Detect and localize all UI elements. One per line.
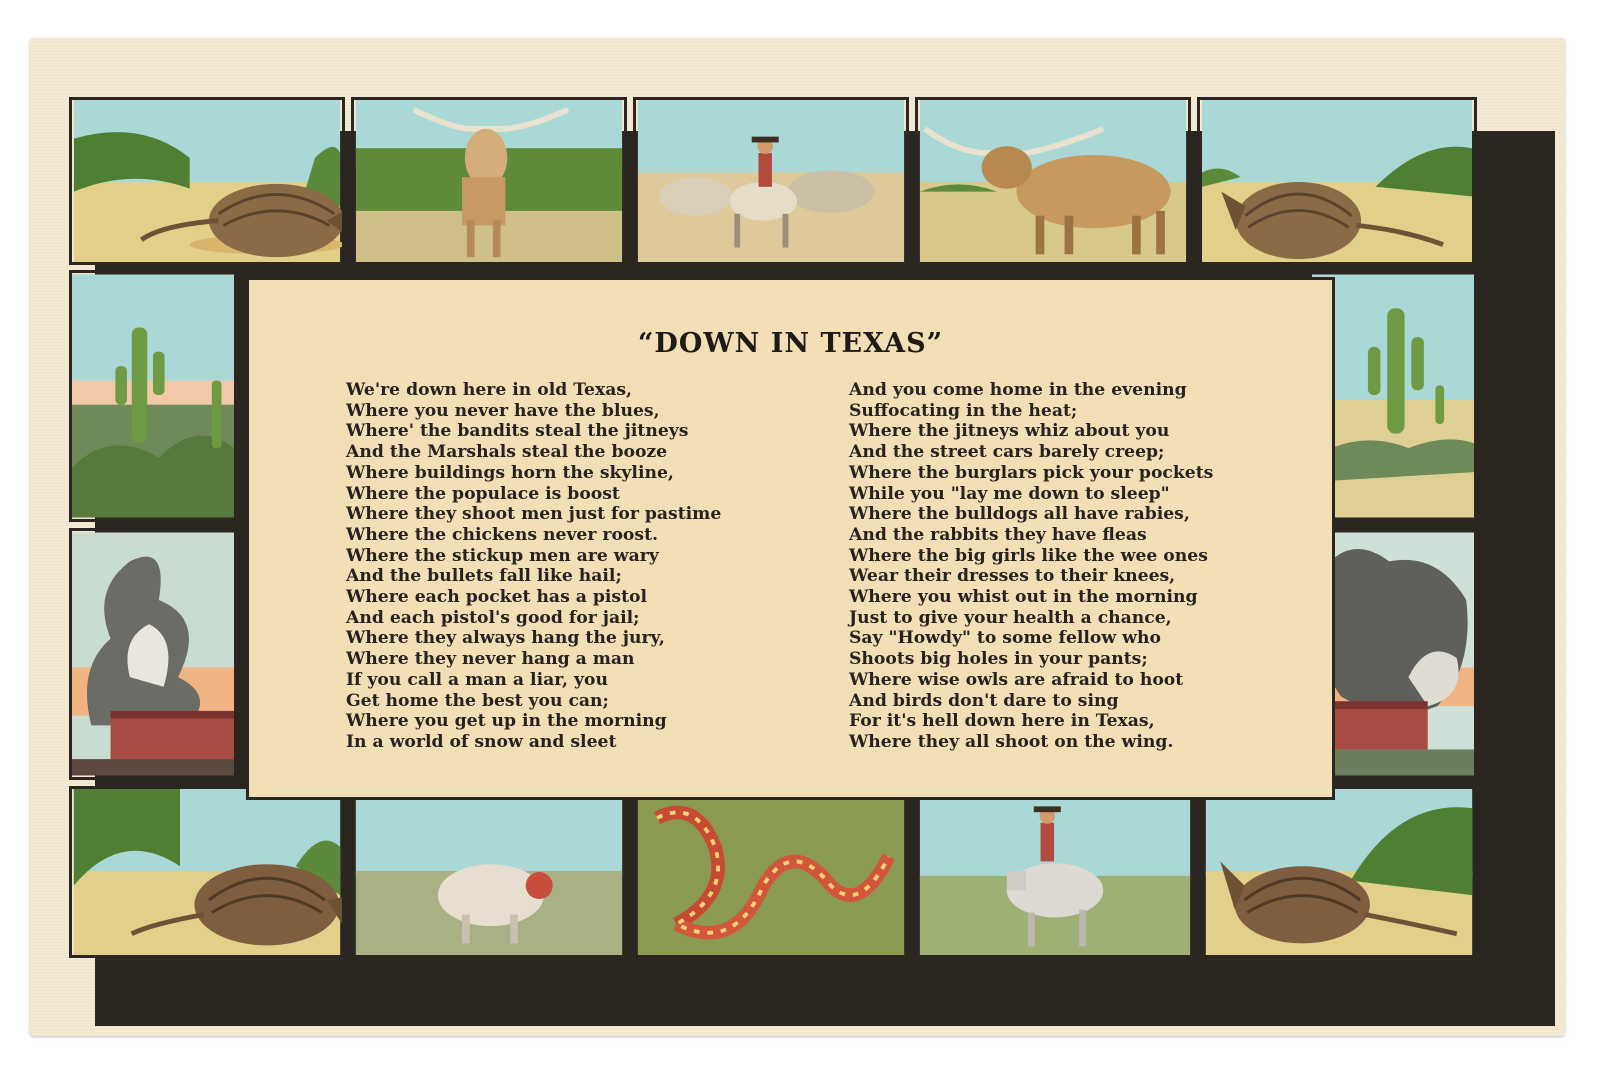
cowboy-herd-icon (636, 100, 906, 262)
vignette-bronco-rider (915, 786, 1195, 958)
poem-line: Where the burglars pick your pockets (849, 462, 1214, 483)
poem-line: Where wise owls are afraid to hoot (849, 669, 1184, 690)
poem-line: Where they all shoot on the wing. (849, 731, 1174, 752)
poem-line: Where they shoot men just for pastime (346, 504, 722, 525)
rattlesnake-icon (636, 789, 906, 955)
oil-fire-icon (1312, 531, 1474, 777)
longhorn-icon (918, 100, 1188, 262)
vignette-rattlesnake (633, 786, 909, 958)
catalog-number: 49389 (1438, 994, 1511, 1015)
poem-line: And each pistol's good for jail; (346, 607, 640, 628)
poem-line: Suffocating in the heat; (849, 400, 1078, 421)
poem-line: Where you whist out in the morning (849, 587, 1198, 608)
poem-line: And the Marshals steal the booze (346, 442, 668, 463)
vignette-cowboy-herd (633, 97, 909, 265)
poem-line: For it's hell down here in Texas, (849, 711, 1155, 732)
armadillo-icon (1200, 100, 1474, 262)
poem-column-right (849, 380, 1213, 753)
poem-line: And birds don't dare to sing (849, 690, 1119, 711)
poem-line: If you call a man a liar, you (346, 669, 608, 690)
poem-line: Where the chickens never roost. (346, 524, 658, 545)
vignette-armadillo (69, 97, 345, 265)
poem-line: We're down here in old Texas, (346, 380, 633, 400)
armadillo-icon (72, 789, 342, 955)
poem-line: Where' the bandits steal the jitneys (346, 421, 689, 442)
poem-line: Get home the best you can; (346, 690, 609, 711)
poem-line: Where the jitneys whiz about you (849, 421, 1170, 442)
poem-line: Where the big girls like the wee ones (849, 545, 1208, 566)
poem-line: Shoots big holes in your pants; (849, 649, 1148, 670)
poem-line: Where each pocket has a pistol (346, 587, 648, 608)
poem-line: Where you get up in the morning (346, 711, 667, 732)
armadillo-icon (1204, 789, 1474, 955)
longhorn-icon (354, 100, 624, 262)
vignette-longhorn-steer (915, 97, 1191, 265)
poem-column-left (346, 380, 721, 753)
bronco-rider-icon (918, 789, 1192, 955)
poem-line: Where the populace is boost (346, 483, 620, 504)
poem-line: And the street cars barely creep; (849, 442, 1165, 463)
poem-line: Where buildings horn the skyline, (346, 462, 674, 483)
poem-line: Just to give your health a chance, (849, 607, 1172, 628)
vignette-oil-fire-left (69, 528, 237, 780)
vignette-armadillo-bottom-left (69, 786, 345, 958)
poem-line: Where the stickup men are wary (346, 545, 659, 566)
poem-panel (246, 277, 1335, 800)
cactus-icon (1312, 273, 1474, 519)
oil-fire-icon (72, 531, 234, 777)
poem-line: Where they never hang a man (346, 649, 635, 670)
poem-line: While you "lay me down to sleep" (849, 483, 1170, 504)
poem-line: Wear their dresses to their knees, (849, 566, 1176, 587)
vignette-bull (351, 786, 627, 958)
poem-line: Where the bulldogs all have rabies, (849, 504, 1190, 525)
poem-line: And the rabbits they have fleas (849, 524, 1147, 545)
vignette-armadillo-right (1197, 97, 1477, 265)
bull-icon (354, 789, 624, 955)
poem-title: “DOWN IN TEXAS” (637, 328, 944, 359)
armadillo-icon (72, 100, 342, 262)
poem-line: Say "Howdy" to some fellow who (849, 628, 1161, 649)
cactus-icon (72, 273, 234, 519)
vignette-longhorn (351, 97, 627, 265)
poem-line: In a world of snow and sleet (346, 731, 617, 752)
poem-line: And you come home in the evening (849, 380, 1187, 400)
poem-line: Where they always hang the jury, (346, 628, 665, 649)
vignette-armadillo-bottom-right (1201, 786, 1477, 958)
poem-line: And the bullets fall like hail; (346, 566, 622, 587)
vignette-cactus-left (69, 270, 237, 522)
poem-line: Where you never have the blues, (346, 400, 660, 421)
